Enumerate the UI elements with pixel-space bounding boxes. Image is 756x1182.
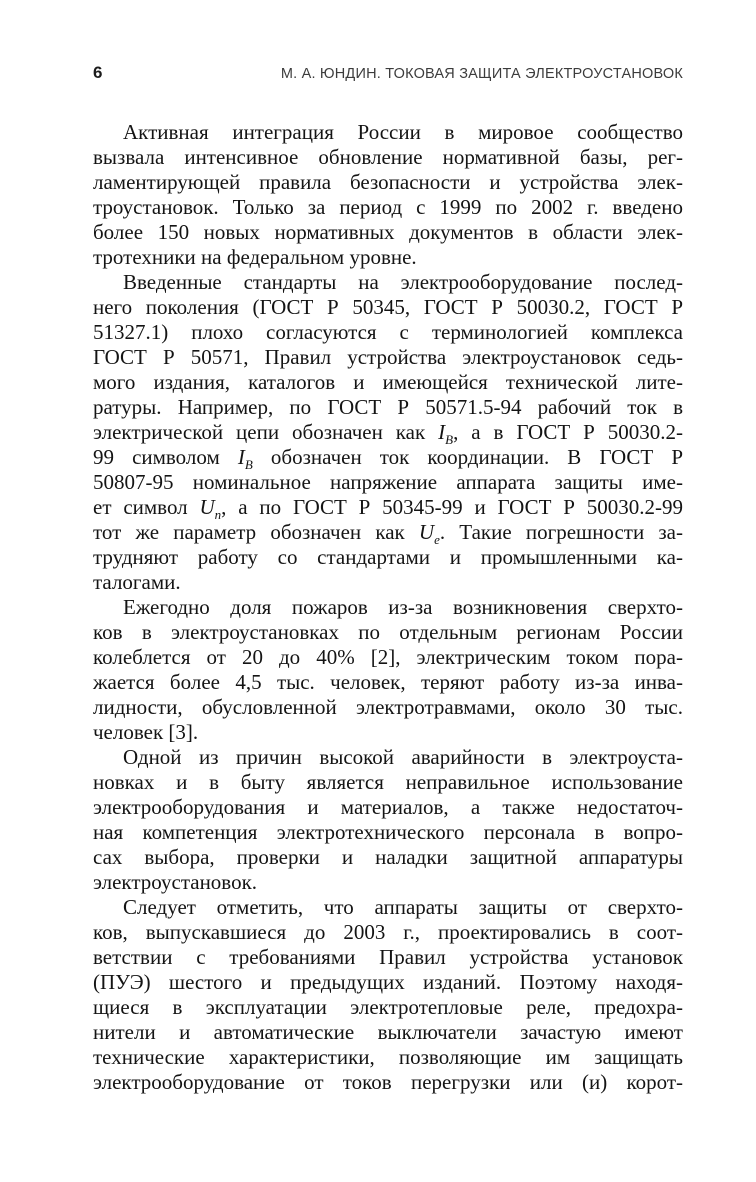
- text-line: ратуры. Например, по ГОСТ Р 50571.5-94 рабочий ток в: [93, 395, 683, 419]
- text-line: технические характеристики, позволяющие им защищать: [93, 1045, 683, 1069]
- text-line: ная компетенция электротехнического персонала в вопро-: [93, 820, 683, 844]
- math-variable: I: [438, 420, 446, 444]
- text-line: Ежегодно доля пожаров из-за возникновения сверхто-: [123, 595, 683, 619]
- text-line: Одной из причин высокой аварийности в электроуста-: [123, 745, 683, 769]
- page-body-text: [93, 120, 683, 1095]
- text-line: троустановок. Только за период с 1999 по 2002 г. введено: [93, 195, 683, 219]
- text-line: тот же параметр обозначен как $U_e$. Такие погрешности за-: [93, 520, 683, 548]
- page-number: 6: [93, 63, 103, 82]
- text-line: колеблется от 20 до 40% [2], электрическим током пора-: [93, 645, 683, 669]
- text-line: электроустановок.: [93, 870, 258, 894]
- text-line: электрооборудования и материалов, а также недостаточ-: [93, 795, 683, 819]
- text-line: 50807-95 номинальное напряжение аппарата защиты име-: [93, 470, 683, 494]
- math-variable: I: [237, 445, 245, 469]
- text-line: человек [3].: [93, 720, 199, 744]
- math-subscript: e: [434, 532, 440, 548]
- text-line: ветствии с требованиями Правил устройства установок: [93, 945, 683, 969]
- text-line: жается более 4,5 тыс. человек, теряют работу из-за инва-: [93, 670, 683, 694]
- text-line: вызвала интенсивное обновление нормативной базы, рег-: [93, 145, 683, 169]
- text-line: мого издания, каталогов и имеющейся технической лите-: [93, 370, 683, 394]
- text-line: (ПУЭ) шестого и предыдущих изданий. Поэтому находя-: [93, 970, 683, 994]
- math-subscript: B: [445, 432, 454, 448]
- page-header: [93, 63, 683, 83]
- text-line: новках и в быту является неправильное использование: [93, 770, 683, 794]
- text-line: талогами.: [93, 570, 181, 594]
- math-variable: U: [199, 495, 215, 519]
- text-line: сах выбора, проверки и наладки защитной аппаратуры: [93, 845, 683, 869]
- math-subscript: n: [214, 507, 222, 523]
- text-line: ет символ $U_n$, а по ГОСТ Р 50345-99 и ГОСТ Р 50030.2-99: [93, 495, 683, 523]
- math-variable: U: [418, 520, 435, 544]
- text-line: Введенные стандарты на электрооборудование послед-: [123, 270, 683, 294]
- text-line: Активная интеграция России в мировое сообщество: [123, 120, 683, 144]
- text-line: ков в электроустановках по отдельным регионам России: [93, 620, 683, 644]
- running-title: М. А. ЮНДИН. ТОКОВАЯ ЗАЩИТА ЭЛЕКТРОУСТАНОВОК: [280, 66, 683, 82]
- text-line: ламентирующей правила безопасности и устройства элек-: [93, 170, 683, 194]
- text-line: ГОСТ Р 50571, Правил устройства электроустановок седь-: [93, 345, 683, 369]
- text-line: Следует отметить, что аппараты защиты от сверхто-: [123, 895, 683, 919]
- text-line: нители и автоматические выключатели зачастую имеют: [93, 1020, 683, 1044]
- text-line: электрооборудование от токов перегрузки или (и) корот-: [93, 1070, 683, 1094]
- math-subscript: B: [244, 457, 253, 473]
- text-line: тротехники на федеральном уровне.: [93, 245, 417, 269]
- text-line: щиеся в эксплуатации электротепловые реле, предохра-: [93, 995, 683, 1019]
- text-line: трудняют работу со стандартами и промышленными ка-: [93, 545, 683, 569]
- text-line: более 150 новых нормативных документов в области элек-: [93, 220, 683, 244]
- text-line: него поколения (ГОСТ Р 50345, ГОСТ Р 50030.2, ГОСТ Р: [93, 295, 683, 319]
- text-line: лидности, обусловленной электротравмами, около 30 тыс.: [93, 695, 683, 719]
- text-line: электрической цепи обозначен как $I_B$, а в ГОСТ Р 50030.2-: [93, 420, 683, 448]
- text-line: 51327.1) плохо согласуются с терминологией комплекса: [93, 320, 683, 344]
- text-line: 99 символом $I_B$ обозначен ток координации. В ГОСТ Р: [93, 445, 683, 473]
- text-line: ков, выпускавшиеся до 2003 г., проектировались в соот-: [93, 920, 683, 944]
